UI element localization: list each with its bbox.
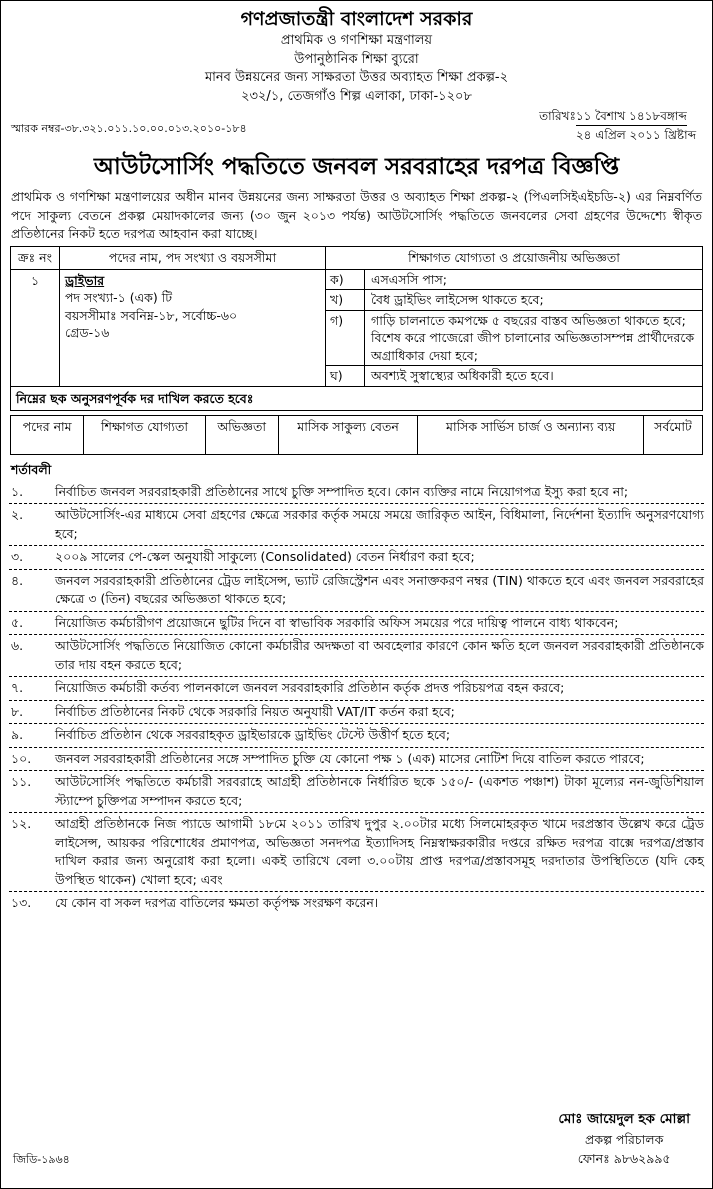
term-text: আউটসোর্সিং-এর মাধ্যমে সেবা গ্রহণের ক্ষেত্রে সরকার কর্তৃক সময়ে সময়ে জারিকৃত আইন, বিধিমালা, নির্দেশনা ইত্যাদি অনুসরণযোগ্য হবে; xyxy=(55,507,704,541)
term-number: ৮. xyxy=(11,703,24,719)
table-row xyxy=(11,269,703,386)
post-table-header xyxy=(11,247,703,270)
post-details xyxy=(60,269,326,386)
term-number: ১২. xyxy=(11,816,32,832)
terms-list xyxy=(9,481,704,915)
list-item xyxy=(9,612,704,636)
date-block xyxy=(520,107,696,144)
item-text: এসএসসি পাস; xyxy=(371,271,447,287)
header-qualification: শিক্ষাগত যোগ্যতা ও প্রয়োজনীয় অভিজ্ঞতা xyxy=(326,247,703,270)
term-text: আউটসোর্সিং পদ্ধতিতে নিয়োজিত কোনো কর্মচারীর অদক্ষতা বা অবহেলার কারণে কোন ক্ষতি হলে জনবল সরবরাহকারী প্রতিষ্ঠানকে তার দায় বহন করতে হবে; xyxy=(55,638,704,672)
list-item xyxy=(9,892,704,915)
term-text: ২০০৯ সালের পে-স্কেল অনুযায়ী সাকুল্যে (Consolidated) বেতন নির্ধারণ করা হবে; xyxy=(55,549,475,565)
date-english: ২৪ এপ্রিল ২০১১ খ্রিষ্টাব্দ xyxy=(575,128,696,143)
term-number: ২. xyxy=(11,507,24,523)
grid-col-salary: মাসিক সাকুল্য বেতন xyxy=(278,416,418,455)
date-label: তারিখঃ xyxy=(539,109,576,124)
list-item xyxy=(9,701,704,725)
term-text: নিয়োজিত কর্মচারী কর্তব্য পালনকালে জনবল সরবরাহকারি প্রতিষ্ঠান কর্তৃক প্রদত্ত পরিচয়পত্র বহন করবে; xyxy=(55,680,565,696)
signatory-phone: ফোনঃ ৯৮৬২৯৯৫ xyxy=(577,1151,671,1167)
list-item xyxy=(9,748,704,772)
header-serial: ক্রঃ নং xyxy=(11,247,60,270)
term-text: নির্বাচিত প্রতিষ্ঠান থেকে সরবরাহকৃত ড্রাইভারকে ড্রাইভিং টেস্টে উত্তীর্ণ হতে হবে; xyxy=(55,727,451,743)
item-text: গাড়ি চালনাতে কমপক্ষে ৫ বছরের বাস্তব অভিজ্ঞতা থাকতে হবে; বিশেষ করে পাজেরো জীপ চালানোর অভিজ্ঞতাসম্পন্ন প্রার্থীদেরকে অগ্রাধিকার দেয়া হবে; xyxy=(371,312,695,363)
office-address: ২৩২/১, তেজগাঁও শিল্প এলাকা, ঢাকা-১২০৮ xyxy=(241,89,472,105)
signatory-name: মোঃ জায়েদুল হক মোল্লা xyxy=(558,1111,690,1127)
term-number: ৭. xyxy=(11,680,24,696)
government-title: গণপ্রজাতন্ত্রী বাংলাদেশ সরকার xyxy=(240,8,473,30)
term-number: ৯. xyxy=(11,727,24,743)
list-item xyxy=(9,546,704,570)
grid-col-experience: অভিজ্ঞতা xyxy=(205,416,278,455)
date-bangla: ১১ বৈশাখ ১৪১৮বঙ্গাব্দ xyxy=(576,107,687,126)
term-number: ৬. xyxy=(11,638,24,654)
grade: গ্রেড-১৬ xyxy=(65,325,110,341)
post-name: ড্রাইভার xyxy=(65,272,105,288)
item-mark: গ) xyxy=(326,311,365,366)
term-number: ৫. xyxy=(11,614,24,630)
intro-paragraph: প্রাথমিক ও গণশিক্ষা মন্ত্রণালয়ের অধীন মানব উন্নয়নের জন্য সাক্ষরতা উত্তর ও অব্যাহত শিক্ষা প্রকল্প-২ (পিএলসিইএইচডি-২) এর নিম্নবর্ণিত পদে সাকুল্য বেতনে প্রকল্প মেয়াদকালের জন্য (৩০ জুন ২০১৩ পর্যন্ত) আউটসোর্সিং পদ্ধতিতে জনবলের সেবা গ্রহণের উদ্দেশ্যে স্বীকৃত প্রতিষ্ঠানের নিকট হতে দরপত্র আহবান করা যাচ্ছে। xyxy=(11,188,702,242)
list-item xyxy=(326,270,702,291)
bid-grid-title: নিম্নের ছক অনুসরণপূর্বক দর দাখিল করতে হবেঃ xyxy=(10,387,703,412)
item-mark: ঘ) xyxy=(326,366,365,386)
project-name: মানব উন্নয়নের জন্য সাক্ষরতা উত্তর অব্যাহত শিক্ষা প্রকল্প-২ xyxy=(204,70,509,86)
term-text: জনবল সরবরাহকারী প্রতিষ্ঠানের সঙ্গে সম্পাদিত চুক্তি যে কোনো পক্ষ ১ (এক) মাসের নোটিশ দিয়ে বাতিল করতে পারবে; xyxy=(55,750,645,766)
term-text: নিয়োজিত কর্মচারীগণ প্রয়োজনে ছুটির দিনে বা স্বাভাবিক সরকারি অফিস সময়ের পরে দায়িত্ব পালনে বাধ্য থাকবেন; xyxy=(55,614,619,630)
signature-block xyxy=(558,1109,690,1169)
age-limit: বয়সসীমাঃ সবনিম্ন-১৮, সর্বোচ্চ-৬০ xyxy=(65,307,238,323)
list-item xyxy=(326,311,702,367)
grid-col-service-charge: মাসিক সার্ভিস চার্জ ও অন্যান্য ব্যয় xyxy=(418,416,644,455)
list-item xyxy=(9,635,704,677)
item-text: অবশ্যই সুস্বাস্থ্যের অধিকারী হতে হবে। xyxy=(371,368,554,384)
list-item xyxy=(9,504,704,546)
notice-title: আউটসোর্সিং পদ্ধতিতে জনবল সরবরাহের দরপত্র বিজ্ঞপ্তি xyxy=(93,154,620,181)
term-number: ১. xyxy=(11,483,24,499)
term-number: ১১. xyxy=(11,774,32,790)
header-post: পদের নাম, পদ সংখ্যা ও বয়সসীমা xyxy=(60,247,326,270)
list-item xyxy=(9,724,704,748)
ministry-name: প্রাথমিক ও গণশিক্ষা মন্ত্রণালয় xyxy=(280,32,433,48)
list-item xyxy=(326,290,702,311)
grid-col-post: পদের নাম xyxy=(11,416,84,455)
item-text: বৈধ ড্রাইভিং লাইসেন্স থাকতে হবে; xyxy=(371,292,544,308)
item-mark: ক) xyxy=(326,270,365,290)
term-number: ৪. xyxy=(11,572,24,588)
term-text: যে কোন বা সকল দরপত্র বাতিলের ক্ষমতা কর্তৃপক্ষ সংরক্ষণ করেন। xyxy=(55,895,379,911)
term-number: ১০. xyxy=(11,750,32,766)
table-row xyxy=(11,416,703,455)
post-count: পদ সংখ্যা-১ (এক) টি xyxy=(65,290,173,306)
item-mark: খ) xyxy=(326,290,365,310)
bureau-name: উপানুষ্ঠানিক শিক্ষা ব্যুরো xyxy=(294,51,419,67)
post-table xyxy=(10,246,703,387)
term-number: ১৩. xyxy=(11,895,32,911)
list-item xyxy=(9,771,704,813)
reference-row xyxy=(1,107,712,151)
term-number: ৩. xyxy=(11,549,24,565)
grid-col-total: সর্বমোট xyxy=(644,416,703,455)
list-item xyxy=(9,481,704,505)
terms-heading: শর্তাবলী xyxy=(11,462,52,478)
term-text: জনবল সরবরাহকারী প্রতিষ্ঠানের ট্রেড লাইসেন্স, ভ্যাট রেজিস্ট্রেশন এবং সনাক্তকরণ নম্বর (TIN) থাকতে হবে এবং জনবল সরবরাহের ক্ষেত্রে ৩ (তিন) বছরের অভিজ্ঞতা থাকতে হবে; xyxy=(55,572,704,607)
requirements xyxy=(326,269,703,386)
term-text: আউটসোর্সিং পদ্ধতিতে কর্মচারী সরবরাহে আগ্রহী প্রতিষ্ঠানকে নির্ধারিত ছকে ১৫০/- (একশত পঞ্চাশ) টাকা মূল্যের নন-জুডিশিয়াল স্ট্যাম্পে চুক্তিপত্র সম্পাদন করতে হবে; xyxy=(55,774,704,808)
list-item xyxy=(9,677,704,701)
list-item xyxy=(9,813,704,892)
gd-code: জিডি-১৯৬৪ xyxy=(13,1153,70,1166)
signatory-designation: প্রকল্প পরিচালক xyxy=(585,1131,664,1147)
term-text: নির্বাচিত জনবল সরবরাহকারী প্রতিষ্ঠানের সাথে চুক্তি সম্পাদিত হবে। কোন ব্যক্তির নামে নিয়োগপত্র ইস্যু করা হবে না; xyxy=(55,483,629,499)
serial-number: ১ xyxy=(11,269,60,386)
letterhead xyxy=(1,7,712,107)
list-item xyxy=(9,570,704,612)
term-text: নির্বাচিত প্রতিষ্ঠানের নিকট থেকে সরকারি নিয়ত অনুযায়ী VAT/IT কর্তন করা হবে; xyxy=(55,703,455,719)
list-item xyxy=(326,366,702,386)
term-text: আগ্রহী প্রতিষ্ঠানকে নিজ প্যাডে আগামী ১৮মে ২০১১ তারিখ দুপুর ২.০০টার মধ্যে সিলমোহরকৃত খামে দরপ্রস্তাব উল্লেখ করে ট্রেড লাইসেন্স, আয়কর পরিশোধের প্রমাণপত্র, অভিজ্ঞতা সনদপত্র ইত্যাদিসহ নিম্নস্বাক্ষরকারীর দপ্তরে রক্ষিত দরপত্র বাক্সে দরপত্র/প্রস্তাব দাখিল করার জন্য অনুরোধ করা হলো। একই তারিখে বেলা ৩.০০টায় প্রাপ্ত দরপত্র/প্রস্তাবসমূহ দরদাতার উপস্থিতিতে (যদি কেহ উপস্থিত থাকেন) খোলা হবে; এবং xyxy=(55,816,704,887)
grid-col-qualification: শিক্ষাগত যোগ্যতা xyxy=(84,416,205,455)
memo-number: স্মারক নম্বর-৩৮.৩২১.০১১.১০.০০.০১৩.২০১০-১৮৪ xyxy=(11,122,247,136)
bid-grid-table xyxy=(10,415,703,455)
